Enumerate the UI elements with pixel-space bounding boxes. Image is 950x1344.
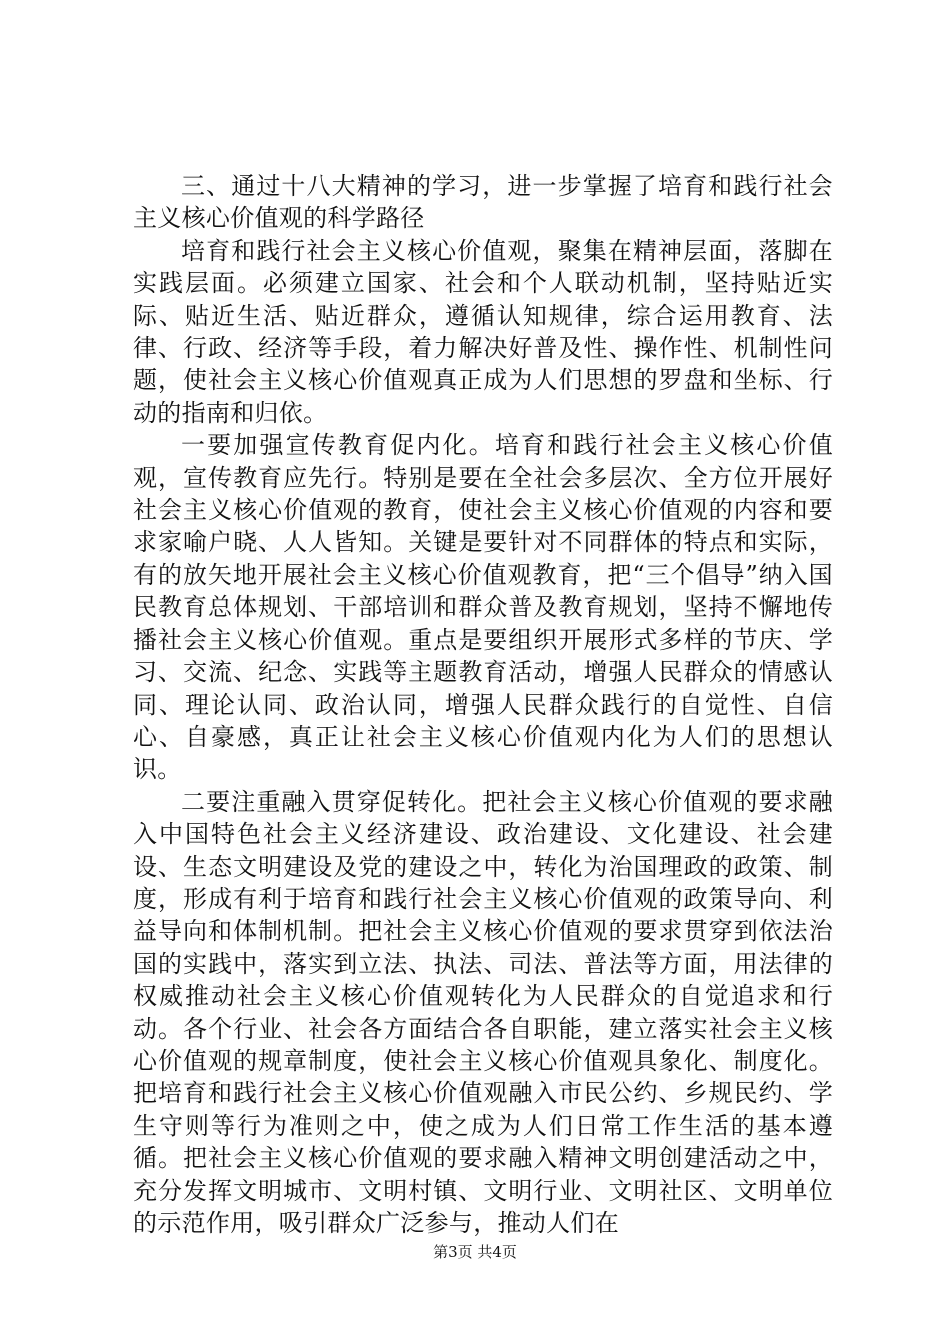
document-body xyxy=(133,170,833,1239)
body-paragraph: 培育和践行社会主义核心价值观，聚集在精神层面，落脚在实践层面。必须建立国家、社会和个人联动机制，坚持贴近实际、贴近生活、贴近群众，遵循认知规律，综合运用教育、法律、行政、经济等手段，着力解决好普及性、操作性、机制性问题，使社会主义核心价值观真正成为人们思想的罗盘和坐标、行动的指南和归依。 xyxy=(133,236,833,427)
body-paragraph: 一要加强宣传教育促内化。培育和践行社会主义核心价值观，宣传教育应先行。特别是要在全社会多层次、全方位开展好社会主义核心价值观的教育，使社会主义核心价值观的内容和要求家喻户晓、人人皆知。关键是要针对不同群体的特点和实际，有的放矢地开展社会主义核心价值观教育，把“三个倡导”纳入国民教育总体规划、干部培训和群众普及教育规划，坚持不懈地传播社会主义核心价值观。重点是要组织开展形式多样的节庆、学习、交流、纪念、实践等主题教育活动，增强人民群众的情感认同、理论认同、政治认同，增强人民群众践行的自觉性、自信心、自豪感，真正让社会主义核心价值观内化为人们的思想认识。 xyxy=(133,431,833,784)
page-number-footer: 第3页 共4页 xyxy=(433,1243,517,1261)
body-paragraph: 二要注重融入贯穿促转化。把社会主义核心价值观的要求融入中国特色社会主义经济建设、政治建设、文化建设、社会建设、生态文明建设及党的建设之中，转化为治国理政的政策、制度，形成有利于培育和践行社会主义核心价值观的政策导向、利益导向和体制机制。把社会主义核心价值观的要求贯穿到依法治国的实践中，落实到立法、执法、司法、普法等方面，用法律的权威推动社会主义核心价值观转化为人民群众的自觉追求和行动。各个行业、社会各方面结合各自职能，建立落实社会主义核心价值观的规章制度，使社会主义核心价值观具象化、制度化。把培育和践行社会主义核心价值观融入市民公约、乡规民约、学生守则等行为准则之中，使之成为人们日常工作生活的基本遵循。把社会主义核心价值观的要求融入精神文明创建活动之中，充分发挥文明城市、文明村镇、文明行业、文明社区、文明单位的示范作用，吸引群众广泛参与，推动人们在 xyxy=(133,787,833,1237)
section-heading: 三、通过十八大精神的学习，进一步掌握了培育和践行社会主义核心价值观的科学路径 xyxy=(133,172,833,233)
